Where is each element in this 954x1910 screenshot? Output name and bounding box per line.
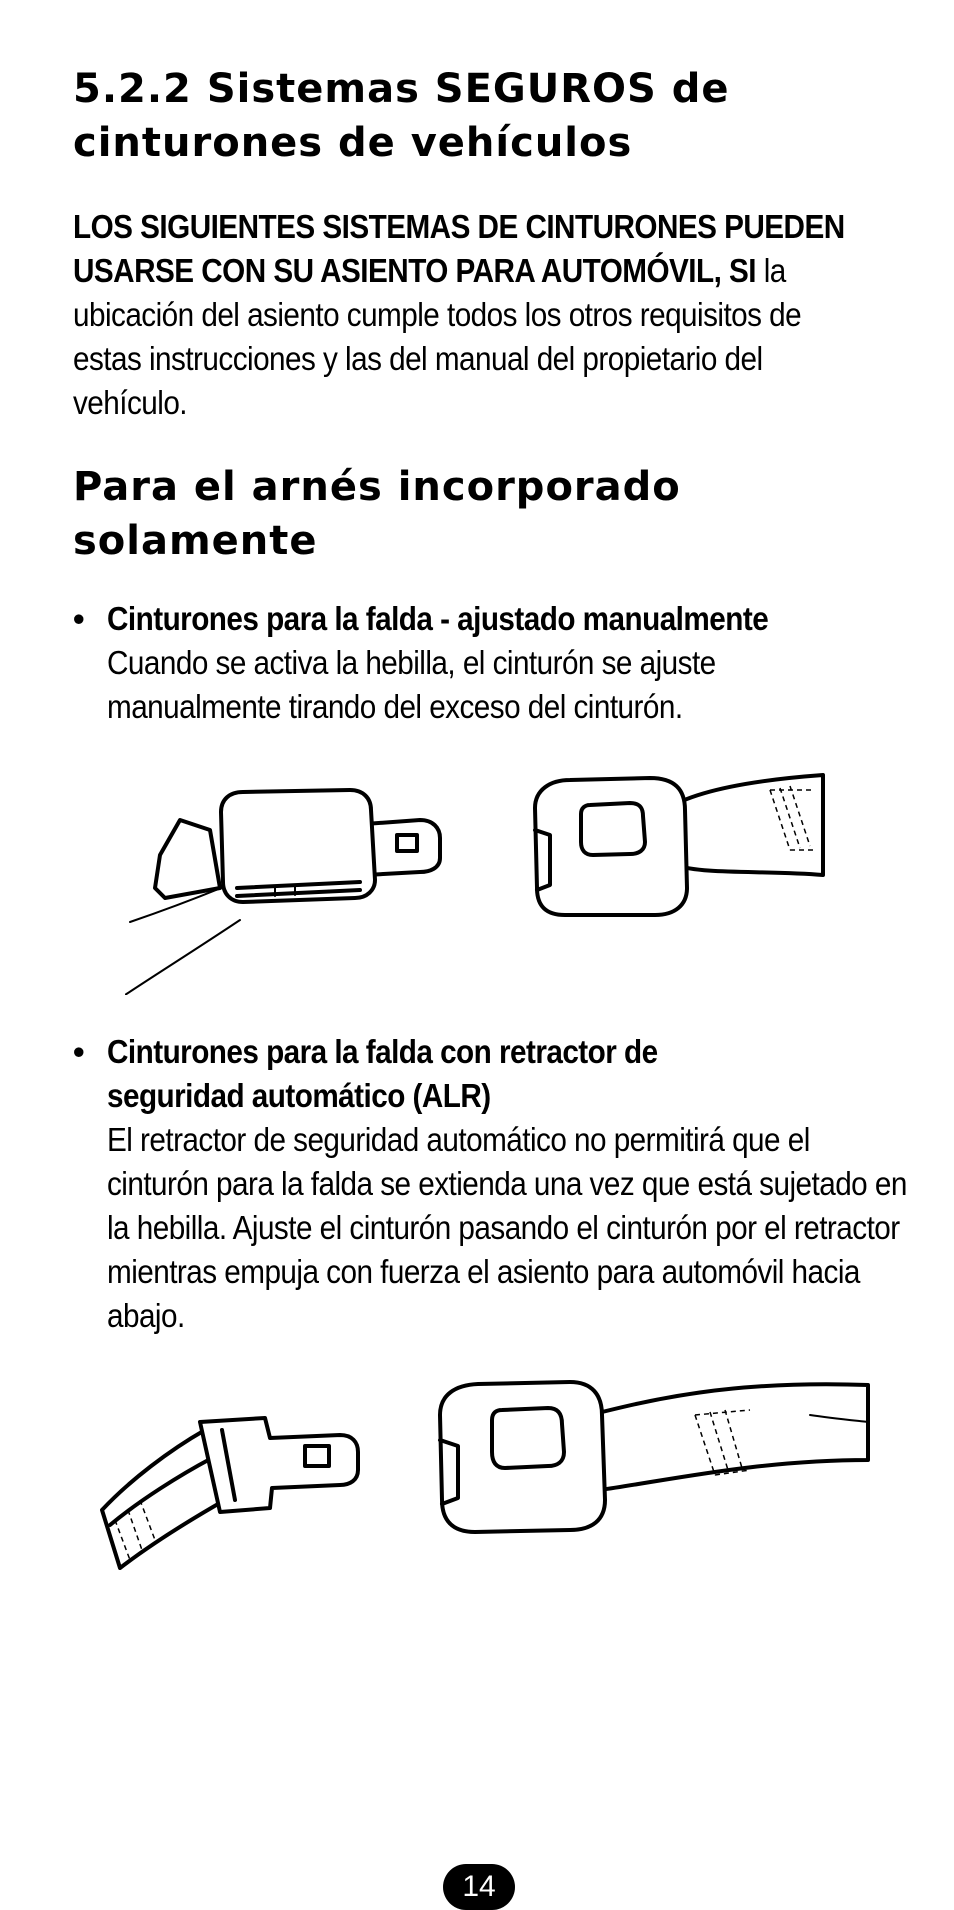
bullet-marker: • [73,1033,85,1070]
bullet-description: El retractor de seguridad automático no permitirá que el cinturón para la falda se extienda una vez que está sujetado en la hebilla. Ajuste el cinturón pasando el cinturón por el retractor mientras empuja con fuerza el asiento para automóvil hacia abajo. [107,1121,907,1334]
latch-plate-icon [125,770,470,995]
bullet-title: Cinturones para la falda - ajustado manualmente [107,600,769,637]
bullet-title: Cinturones para la falda con retractor de seguridad automático (ALR) [107,1033,658,1114]
intro-paragraph [73,205,865,425]
latch-plate-icon [100,1400,365,1570]
buckle-icon [430,1370,870,1540]
bullet-content [107,1030,917,1338]
page-number: 14 [443,1864,515,1910]
intro-bold-text: LOS SIGUIENTES SISTEMAS DE CINTURONES PUEDEN USARSE CON SU ASIENTO PARA AUTOMÓVIL, SI [73,208,845,289]
subsection-title: Para el arnés incorporado solamente [73,464,681,564]
bullet-content [107,597,917,729]
section-title: 5.2.2 Sistemas SEGUROS de cinturones de vehículos [73,66,730,166]
intro-normal-text: la ubicación del asiento cumple todos los otros requisitos de estas instrucciones y las del manual del propietario del vehículo. [73,252,802,421]
bullet-marker: • [73,600,85,637]
buckle-icon [525,770,825,920]
bullet-description: Cuando se activa la hebilla, el cinturón se ajuste manualmente tirando del exceso del cinturón. [107,644,716,725]
